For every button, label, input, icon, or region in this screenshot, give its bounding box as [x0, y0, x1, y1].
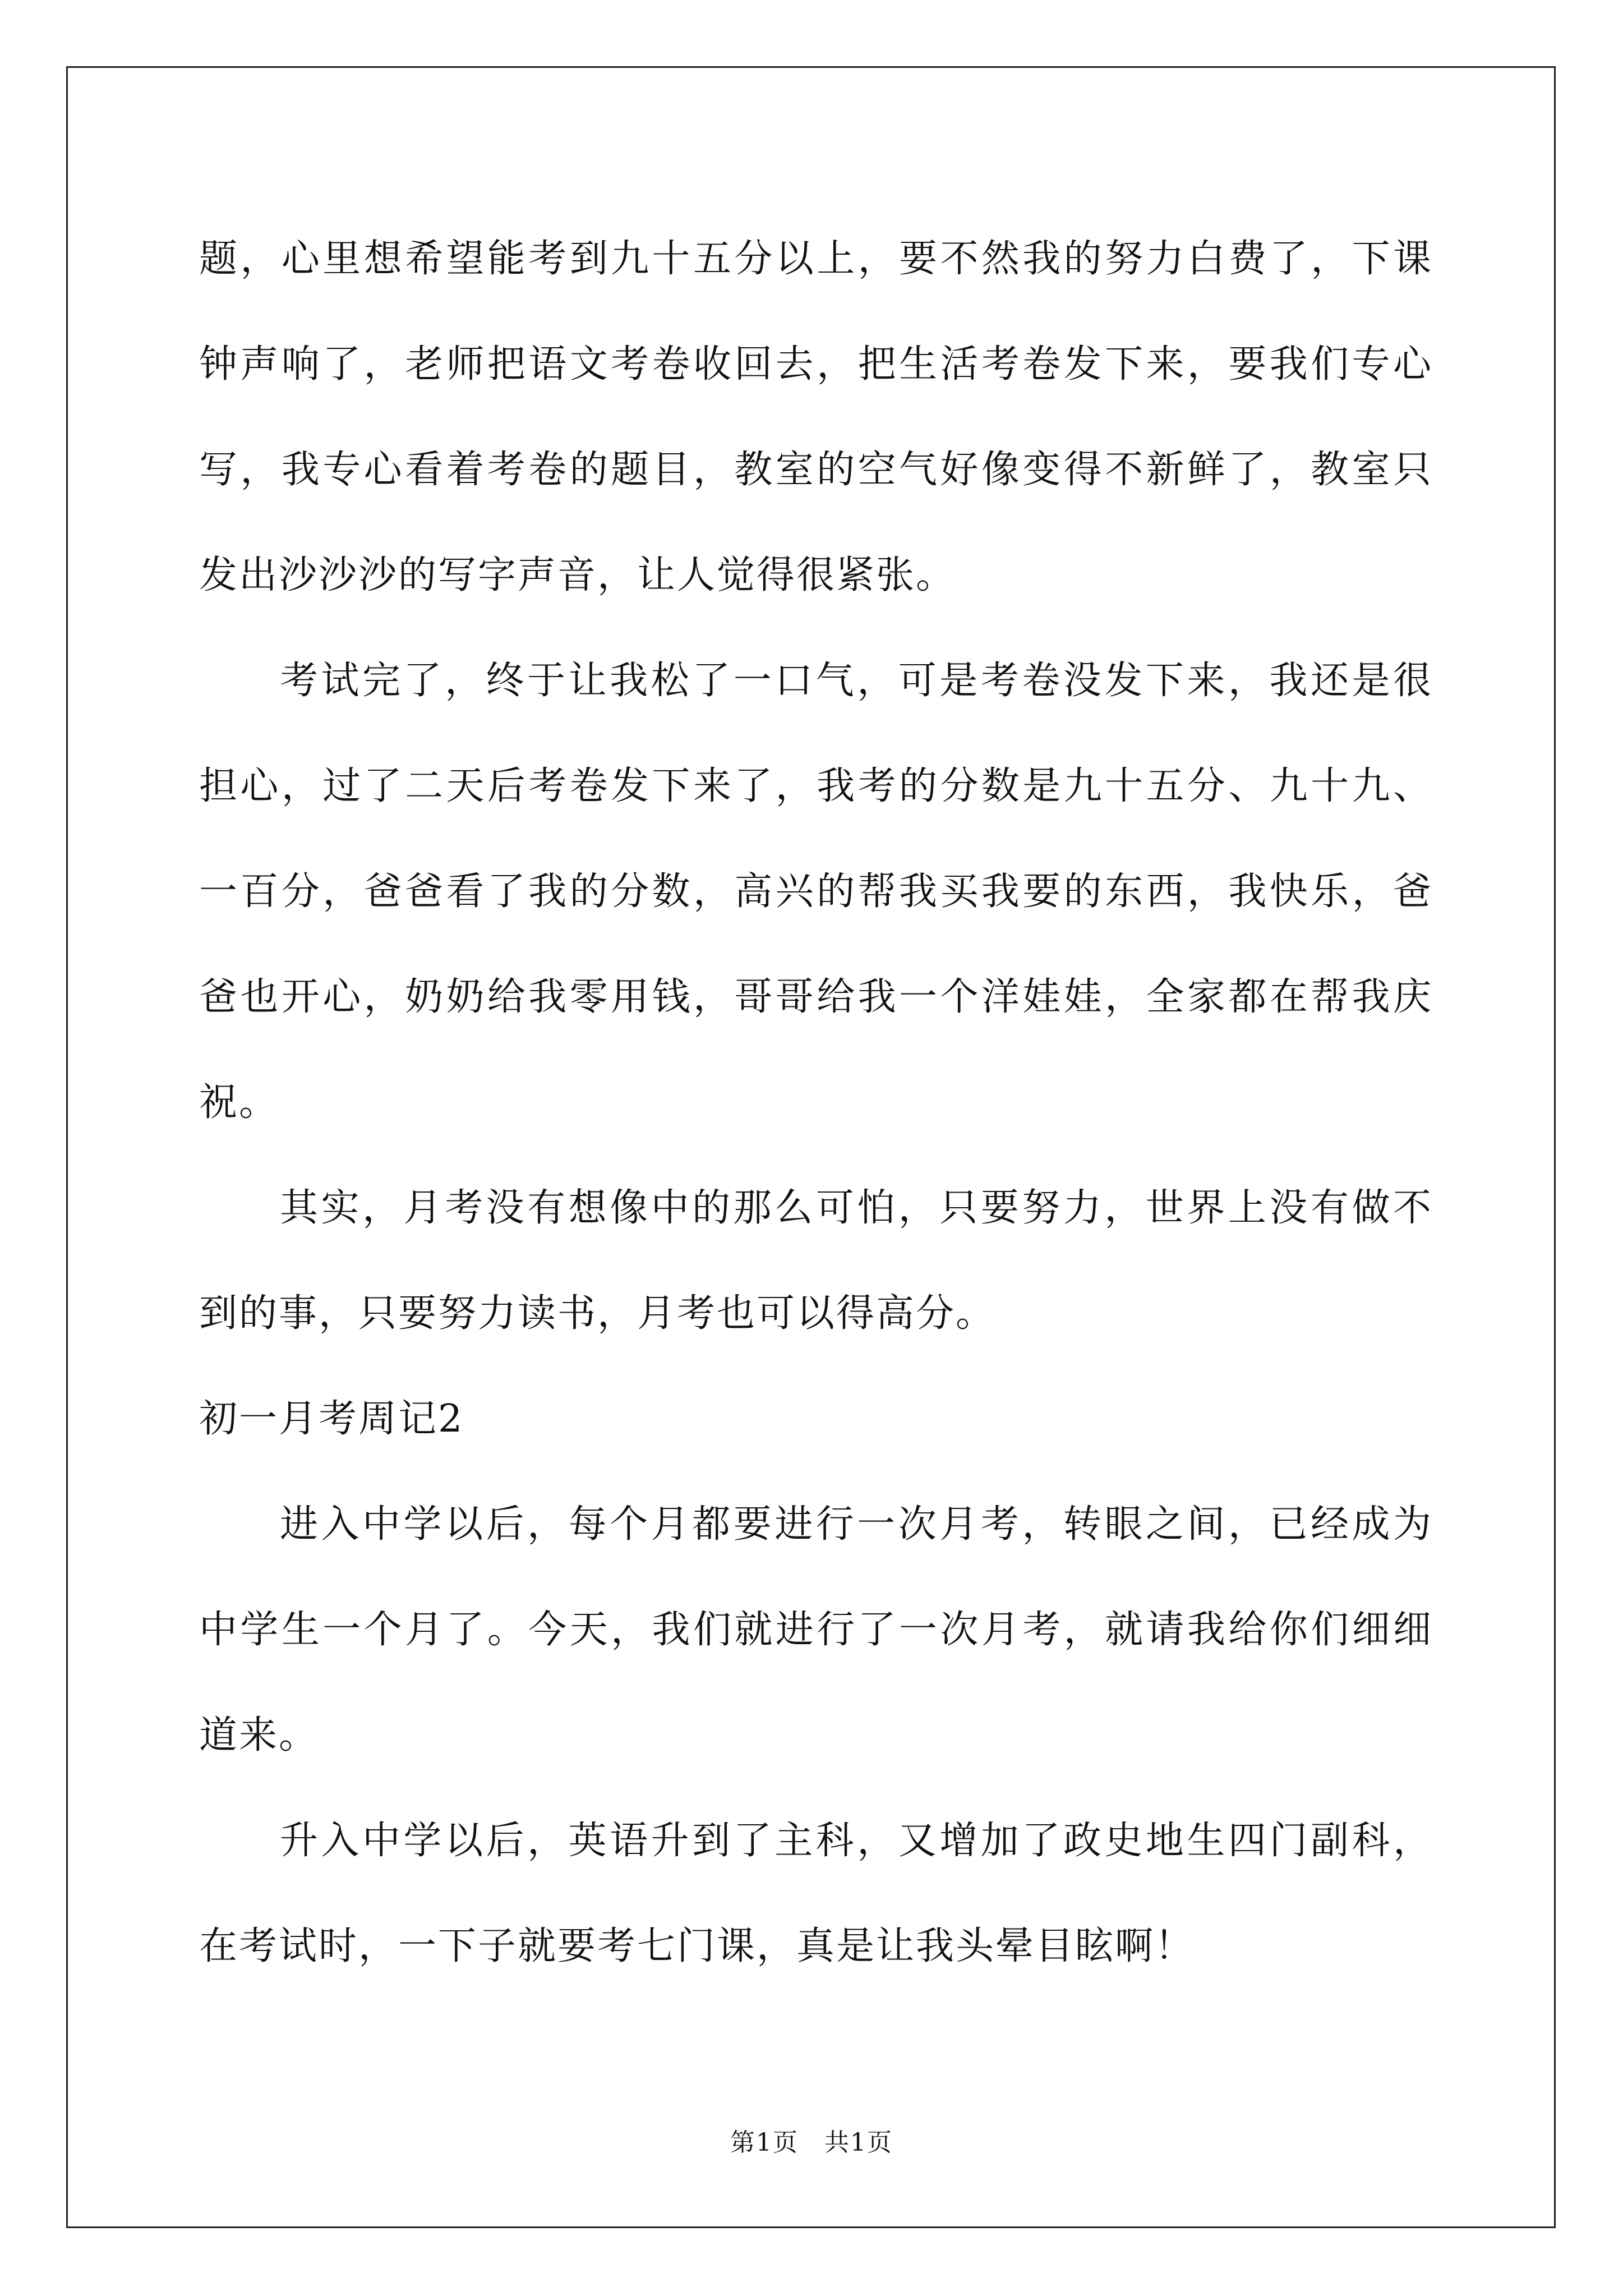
paragraph-continued: 题，心里想希望能考到九十五分以上，要不然我的努力白费了，下课钟声响了，老师把语文考卷收回去，把生活考卷发下来，要我们专心写，我专心看着考卷的题目，教室的空气好像变得不新鲜了，教室只发出沙沙沙的写字声音，让人觉得很紧张。	[199, 237, 1433, 597]
paragraph-subjects: 升入中学以后，英语升到了主科，又增加了政史地生四门副科，在考试时，一下子就要考七门课，真是让我头晕目眩啊！	[199, 1819, 1433, 1968]
document-body	[199, 206, 1433, 1999]
section-heading: 初一月考周记2	[199, 1397, 464, 1441]
page-number-footer: 第1页 共1页	[730, 2128, 893, 2157]
paragraph-intro-monthly-exam: 进入中学以后，每个月都要进行一次月考，转眼之间，已经成为中学生一个月了。今天，我们就进行了一次月考，就请我给你们细细道来。	[199, 1502, 1433, 1757]
paragraph-exam-finished: 考试完了，终于让我松了一口气，可是考卷没发下来，我还是很担心，过了二天后考卷发下来了，我考的分数是九十五分、九十九、一百分，爸爸看了我的分数，高兴的帮我买我要的东西，我快乐，爸爸也开心，奶奶给我零用钱，哥哥给我一个洋娃娃，全家都在帮我庆祝。	[199, 659, 1433, 1125]
paragraph-conclusion: 其实，月考没有想像中的那么可怕，只要努力，世界上没有做不到的事，只要努力读书，月考也可以得高分。	[199, 1186, 1433, 1336]
